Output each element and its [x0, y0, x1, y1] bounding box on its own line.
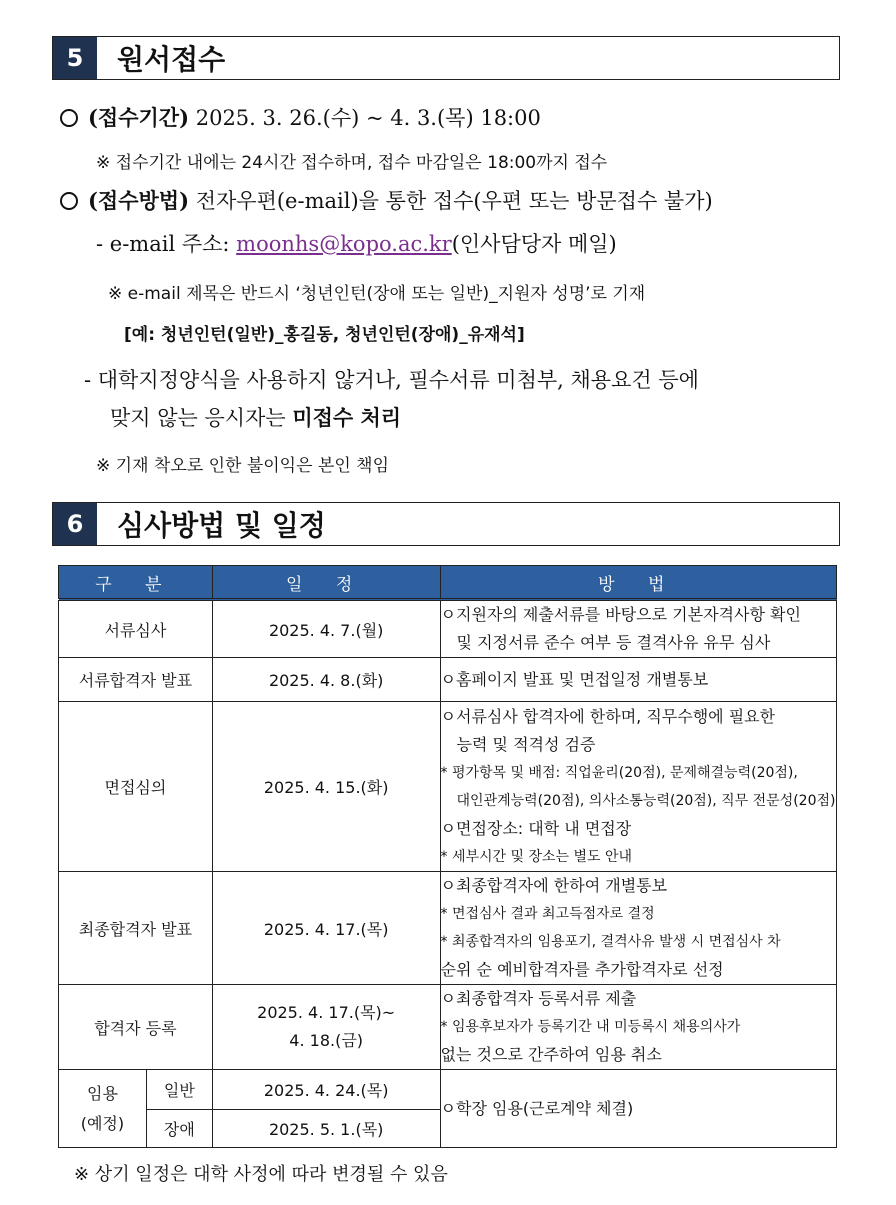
subject-note: ※ e-mail 제목은 반드시 ‘청년인턴(장애 또는 일반)_지원자 성명’로 기재 — [108, 284, 646, 304]
reject-emphasis: 미접수 처리 — [292, 405, 402, 430]
section-6-header — [52, 502, 840, 546]
stage-cell: 면접심의 — [59, 702, 213, 872]
section-5-header — [52, 36, 840, 80]
method-text: 능력 및 적격성 검증 — [456, 734, 596, 754]
section-5-number: 5 — [53, 37, 101, 79]
appointment-label-cell — [59, 1070, 147, 1148]
method-cell — [440, 658, 836, 702]
table-row — [59, 702, 837, 872]
period-value: 2025. 3. 26.(수) ~ 4. 3.(목) 18:00 — [195, 106, 541, 130]
date-line: 4. 18.(금) — [289, 1031, 364, 1050]
method-cell — [440, 985, 836, 1070]
method-text: * 평가항목 및 배점: 직업윤리(20점), 문제해결능력(20점), — [440, 764, 798, 781]
method-text: ㅇ지원자의 제출서류를 바탕으로 기본자격사항 확인 — [440, 605, 801, 624]
header-date: 일 정 — [212, 566, 440, 600]
method-text: ㅇ최종합격자 등록서류 제출 — [440, 989, 637, 1008]
table-row — [59, 985, 837, 1070]
table-row — [59, 1070, 837, 1110]
email-suffix: (인사담당자 메일) — [451, 232, 617, 256]
method-cell — [440, 702, 836, 872]
method-text: * 세부시간 및 장소는 별도 안내 — [440, 848, 633, 865]
section-6-number: 6 — [53, 503, 101, 545]
table-row — [59, 872, 837, 985]
responsibility-note: ※ 기재 착오로 인한 불이익은 본인 책임 — [96, 456, 389, 476]
date-cell — [212, 985, 440, 1070]
method-text: 순위 순 예비합격자를 추가합격자로 선정 — [440, 960, 724, 979]
subject-example: [예: 청년인턴(일반)_홍길동, 청년인턴(장애)_유재석] — [124, 325, 525, 345]
table-row — [59, 658, 837, 702]
method-text: * 임용후보자가 등록기간 내 미등록시 채용의사가 — [440, 1019, 741, 1035]
method-text: 대인관계능력(20점), 의사소통능력(20점), 직무 전문성(20점) — [456, 792, 836, 809]
email-prefix: - e-mail 주소: — [96, 232, 237, 256]
date-cell: 2025. 4. 15.(화) — [212, 702, 440, 872]
method-line — [60, 185, 713, 215]
date-cell: 2025. 4. 17.(목) — [212, 872, 440, 985]
method-label: (접수방법) — [88, 188, 190, 213]
method-text: * 면접심사 결과 최고득점자로 결정 — [440, 906, 655, 922]
circle-bullet-icon — [60, 109, 78, 127]
email-line — [96, 228, 617, 258]
schedule-footnote: ※ 상기 일정은 대학 사정에 따라 변경될 수 있음 — [74, 1164, 448, 1185]
period-note: ※ 접수기간 내에는 24시간 접수하며, 접수 마감일은 18:00까지 접수 — [96, 153, 608, 173]
header-stage: 구 분 — [59, 566, 213, 600]
header-method: 방 법 — [440, 566, 836, 600]
appointment-disabled-date: 2025. 5. 1.(목) — [212, 1110, 440, 1148]
table-header-row — [59, 566, 837, 600]
stage-cell: 서류심사 — [59, 600, 213, 658]
appointment-label-note: (예정) — [80, 1113, 125, 1133]
method-cell — [440, 872, 836, 985]
method-text: 없는 것으로 간주하여 임용 취소 — [440, 1045, 662, 1064]
period-label: (접수기간) — [88, 105, 190, 130]
stage-cell: 최종합격자 발표 — [59, 872, 213, 985]
method-text: ㅇ최종합격자에 한하여 개별통보 — [440, 876, 668, 895]
stage-cell: 서류합격자 발표 — [59, 658, 213, 702]
appointment-disabled-label: 장애 — [146, 1110, 212, 1148]
method-value: 전자우편(e-mail)을 통한 접수(우편 또는 방문접수 불가) — [195, 189, 713, 213]
table-row — [59, 600, 837, 658]
reject-line-1: - 대학지정양식을 사용하지 않거나, 필수서류 미첨부, 채용요건 등에 — [84, 368, 699, 392]
appointment-method-cell — [440, 1070, 836, 1148]
method-cell — [440, 600, 836, 658]
date-cell: 2025. 4. 8.(화) — [212, 658, 440, 702]
method-text: ㅇ서류심사 합격자에 한하며, 직무수행에 필요한 — [440, 706, 776, 726]
method-text: * 최종합격자의 임용포기, 결격사유 발생 시 면접심사 차 — [440, 934, 781, 950]
method-text: ㅇ홈페이지 발표 및 면접일정 개별통보 — [440, 669, 709, 689]
date-cell: 2025. 4. 7.(월) — [212, 600, 440, 658]
reject-line-2-text: 맞지 않는 응시자는 — [110, 406, 293, 430]
section-5-title: 원서접수 — [117, 43, 226, 76]
method-text: ㅇ학장 임용(근로계약 체결) — [440, 1098, 634, 1118]
method-text: 및 지정서류 준수 여부 등 결격사유 유무 심사 — [456, 633, 771, 652]
stage-cell: 합격자 등록 — [59, 985, 213, 1070]
appointment-general-date: 2025. 4. 24.(목) — [212, 1070, 440, 1110]
method-text: ㅇ면접장소: 대학 내 면접장 — [440, 818, 632, 838]
section-6-title: 심사방법 및 일정 — [117, 509, 326, 542]
period-line — [60, 102, 541, 132]
date-line: 2025. 4. 17.(목)~ — [257, 1003, 396, 1022]
appointment-general-label: 일반 — [146, 1070, 212, 1110]
circle-bullet-icon — [60, 192, 78, 210]
appointment-label: 임용 — [86, 1083, 118, 1103]
schedule-table — [58, 565, 837, 1148]
email-link[interactable]: moonhs@kopo.ac.kr — [236, 232, 452, 256]
reject-line-2 — [110, 402, 401, 432]
